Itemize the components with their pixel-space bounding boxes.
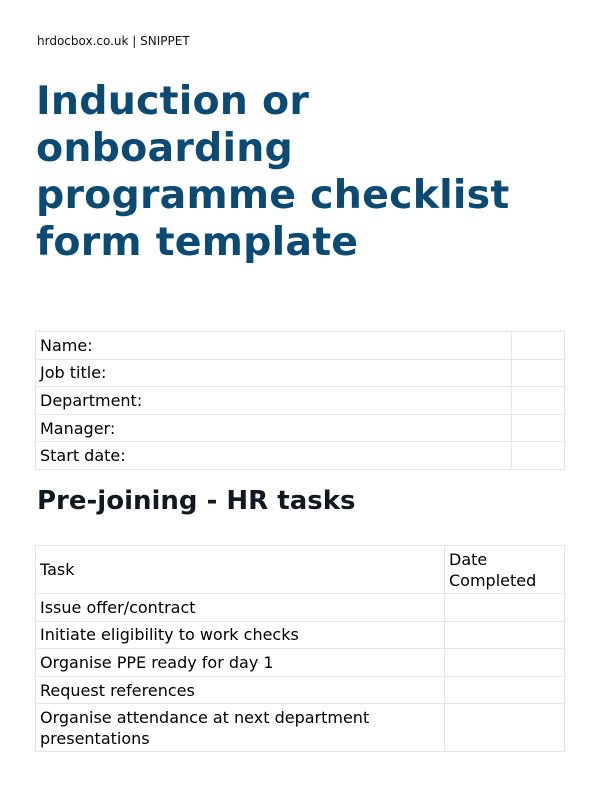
details-label: Name:	[36, 332, 512, 360]
table-header-row	[36, 546, 565, 594]
details-label: Manager:	[36, 414, 512, 442]
task-cell: Organise attendance at next department presentations	[36, 704, 445, 752]
details-value-field[interactable]	[512, 387, 565, 415]
page-title: Induction or onboarding programme checklist form template	[36, 78, 510, 265]
hr-tasks-table	[35, 545, 565, 752]
table-row	[36, 704, 565, 752]
table-row	[36, 676, 565, 704]
date-completed-field[interactable]	[445, 621, 565, 649]
date-completed-column-header: Date Completed	[445, 546, 565, 594]
details-value-field[interactable]	[512, 359, 565, 387]
date-completed-field[interactable]	[445, 676, 565, 704]
details-value-field[interactable]	[512, 332, 565, 360]
details-row-department	[36, 387, 565, 415]
details-label: Job title:	[36, 359, 512, 387]
date-completed-field[interactable]	[445, 649, 565, 677]
details-row-manager	[36, 414, 565, 442]
details-row-job-title	[36, 359, 565, 387]
details-row-start-date	[36, 442, 565, 470]
details-row-name	[36, 332, 565, 360]
table-row	[36, 621, 565, 649]
table-row	[36, 594, 565, 622]
task-cell: Initiate eligibility to work checks	[36, 621, 445, 649]
details-value-field[interactable]	[512, 442, 565, 470]
task-cell: Organise PPE ready for day 1	[36, 649, 445, 677]
date-completed-field[interactable]	[445, 704, 565, 752]
task-cell: Request references	[36, 676, 445, 704]
details-value-field[interactable]	[512, 414, 565, 442]
details-label: Department:	[36, 387, 512, 415]
details-label: Start date:	[36, 442, 512, 470]
task-column-header: Task	[36, 546, 445, 594]
table-row	[36, 649, 565, 677]
task-cell: Issue offer/contract	[36, 594, 445, 622]
brand-header: hrdocbox.co.uk | SNIPPET	[37, 34, 190, 48]
section-heading: Pre-joining - HR tasks	[37, 486, 356, 516]
date-completed-field[interactable]	[445, 594, 565, 622]
employee-details-table	[35, 331, 565, 470]
